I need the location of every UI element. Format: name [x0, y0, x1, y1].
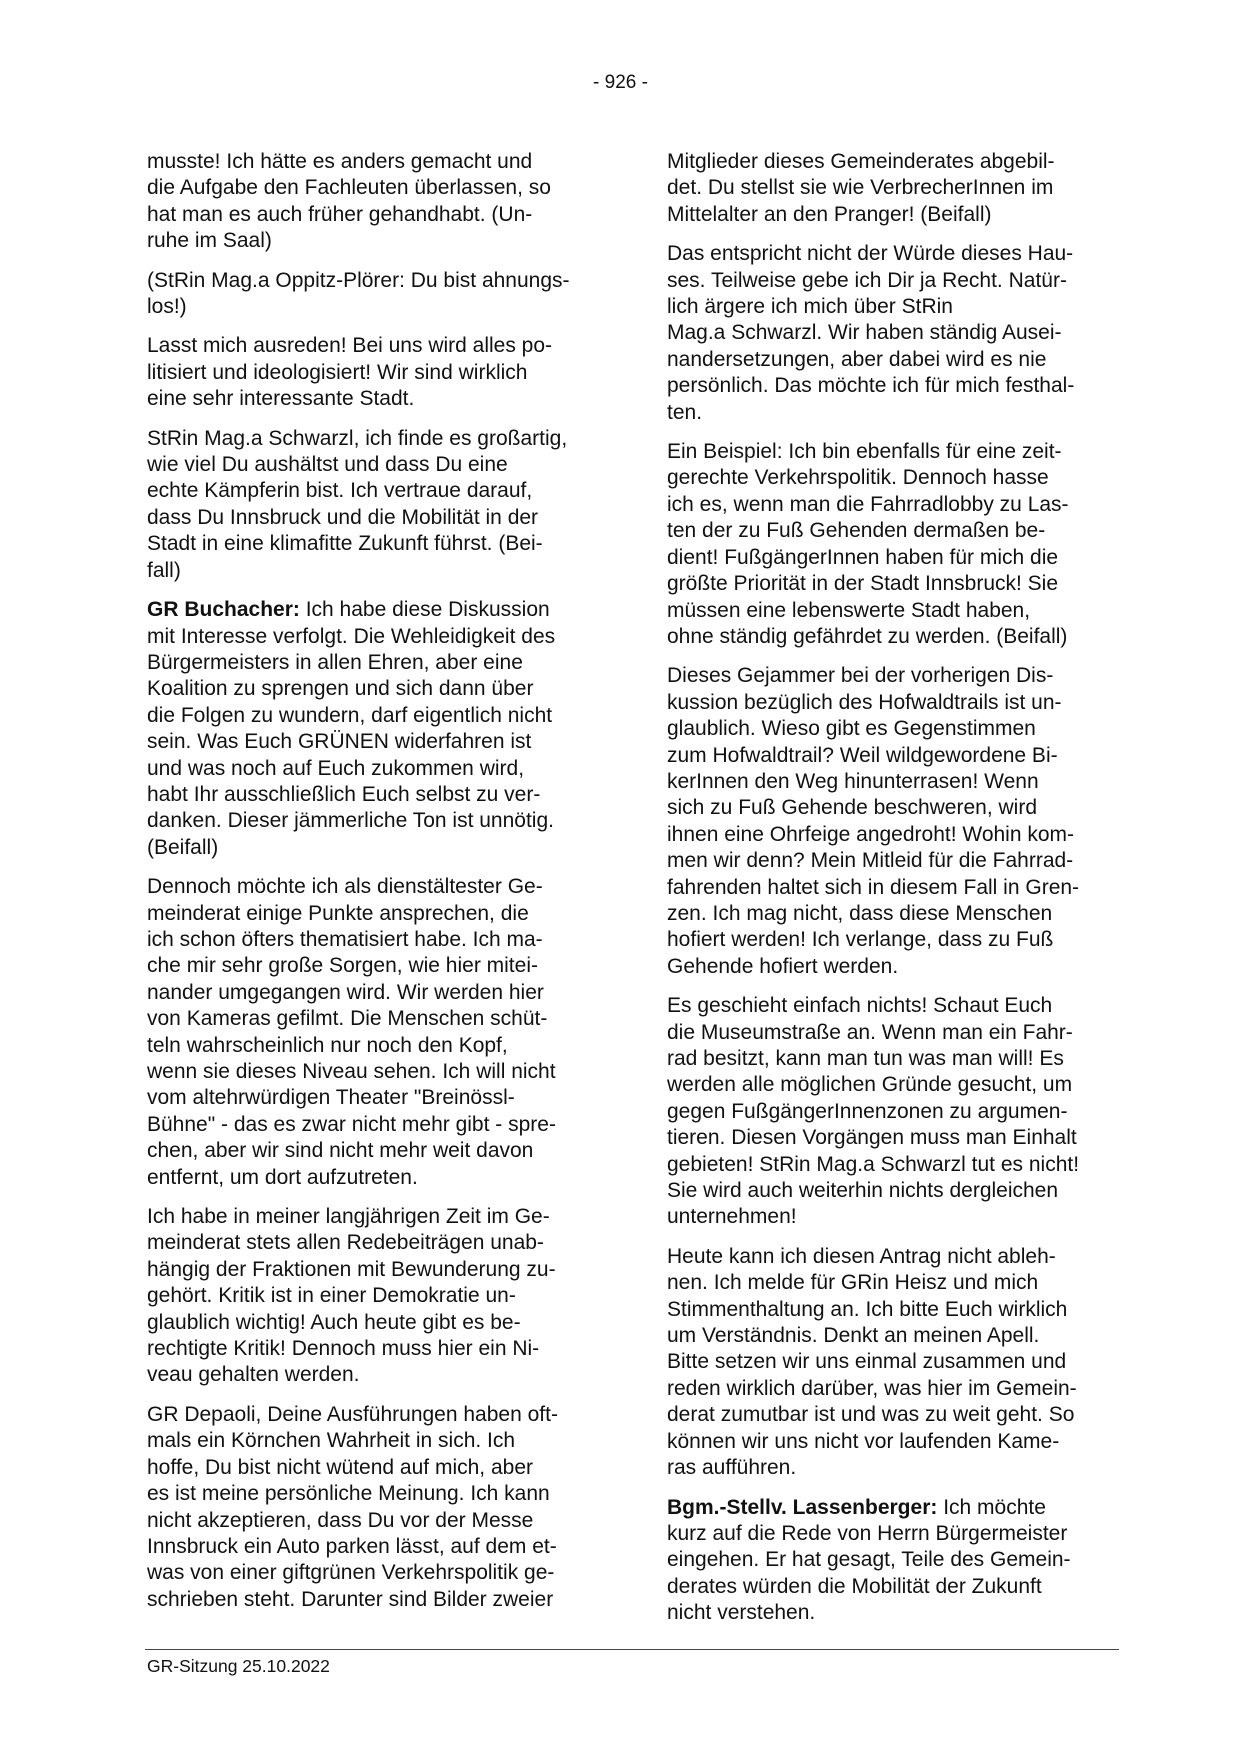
speaker-name: GR Buchacher: — [147, 598, 300, 622]
speaker-name: Bgm.-Stellv. Lassenberger: — [667, 1495, 938, 1519]
paragraph: musste! Ich hätte es anders gemacht und die Aufgabe den Fachleuten überlassen, so hat man es auch früher gehandhabt. (Un- ruhe im Saal) — [147, 150, 551, 253]
footer-divider — [145, 1649, 1119, 1650]
paragraph: Dennoch möchte ich als dienstältester Ge- meinderat einige Punkte ansprechen, die ich schon öfters thematisiert habe. Ich ma- che mir sehr große Sorgen, wie hier mitei- nander umgegangen wird. Wir werden hier von Kameras gefilmt. Die Menschen schüt- teln wahrscheinlich nur noch den Kopf, wenn sie dieses Niveau sehen. Ich will nicht vom altehrwürdigen Theater "Breinössl- Bühne" - das es zwar nicht mehr gibt - spre- chen, aber wir sind nicht mehr weit davon entfernt, um dort aufzutreten. — [147, 875, 556, 1189]
paragraph: GR Depaoli, Deine Ausführungen haben oft- mals ein Körnchen Wahrheit in sich. Ich hoffe, Du bist nicht wütend auf mich, aber es ist meine persönliche Meinung. Ich kann nicht akzeptieren, dass Du vor der Messe Innsbruck ein Auto parken lässt, auf dem et- was von einer giftgrünen Verkehrspolitik ge- schrieben steht. Darunter sind Bilder zweier — [147, 1402, 558, 1611]
paragraph: Lasst mich ausreden! Bei uns wird alles po- litisiert und ideologisiert! Wir sind wirklich eine sehr interessante Stadt. — [147, 334, 553, 411]
paragraph: Bgm.-Stellv. Lassenberger: Ich möchte kurz auf die Rede von Herrn Bürgermeister eingehen. Er hat gesagt, Teile des Gemein- derates würden die Mobilität der Zukunft nicht verstehen. — [667, 1495, 1071, 1625]
paragraph: Das entspricht nicht der Würde dieses Hau- ses. Teilweise gebe ich Dir ja Recht. Natür- lich ärgere ich mich über StRin Mag.a Schwarzl. Wir haben ständig Ausei- nandersetzungen, aber dabei wird es nie persönlich. Das möchte ich für mich festhal- ten. — [667, 242, 1075, 424]
paragraph: GR Buchacher: Ich habe diese Diskussion mit Interesse verfolgt. Die Wehleidigkeit des Bürgermeisters in allen Ehren, aber eine Koalition zu sprengen und sich dann über die Folgen zu wundern, darf eigentlich nicht sein. Was Euch GRÜNEN widerfahren ist und was noch auf Euch zukommen wird, habt Ihr ausschließlich Euch selbst zu ver- danken. Dieser jämmerliche Ton ist unnötig. (Beifall) — [147, 598, 556, 859]
paragraph: (StRin Mag.a Oppitz-Plörer: Du bist ahnungs- los!) — [147, 268, 570, 319]
footer-session: GR-Sitzung 25.10.2022 — [147, 1656, 330, 1676]
paragraph: Mitglieder dieses Gemeinderates abgebil- det. Du stellst sie wie VerbrecherInnen im Mittelalter an den Pranger! (Beifall) — [667, 150, 1055, 226]
paragraph: Ich habe in meiner langjährigen Zeit im Ge- meinderat stets allen Redebeiträgen unab- hängig der Fraktionen mit Bewunderung zu- gehört. Kritik ist in einer Demokratie un- glaublich wichtig! Auch heute gibt es be- rechtigte Kritik! Dennoch muss hier ein Ni- veau gehalten werden. — [147, 1205, 556, 1387]
page-number: - 926 - — [593, 72, 648, 93]
paragraph: Es geschieht einfach nichts! Schaut Euch die Museumstraße an. Wenn man ein Fahr- rad besitzt, kann man tun was man will! Es werden alle möglichen Gründe gesucht, um gegen FußgängerInnenzonen zu argumen- tieren. Diesen Vorgängen muss man Einhalt gebieten! StRin Mag.a Schwarzl tut es nicht! Sie wird auch weiterhin nichts dergleichen unternehmen! — [667, 994, 1080, 1229]
right-column — [667, 149, 1119, 1640]
left-column — [147, 149, 597, 1626]
paragraph: StRin Mag.a Schwarzl, ich finde es großartig, wie viel Du aushältst und dass Du eine echte Kämpferin bist. Ich vertraue darauf, dass Du Innsbruck und die Mobilität in der Stadt in eine klimafitte Zukunft führst. (Bei- fall) — [147, 426, 568, 582]
paragraph: Ein Beispiel: Ich bin ebenfalls für eine zeit- gerechte Verkehrspolitik. Dennoch hasse ich es, wenn man die Fahrradlobby zu Las- ten der zu Fuß Gehenden dermaßen be- dient! FußgängerInnen haben für mich die größte Priorität in der Stadt Innsbruck! Sie müssen eine lebenswerte Stadt haben, ohne ständig gefährdet zu werden. (Beifall) — [667, 440, 1069, 648]
paragraph: Dieses Gejammer bei der vorherigen Dis- kussion bezüglich des Hofwaldtrails ist un- glaublich. Wieso gibt es Gegenstimmen zum Hofwaldtrail? Weil wildgewordene Bi- kerInnen den Weg hinunterrasen! Wenn sich zu Fuß Gehende beschweren, wird ihnen eine Ohrfeige angedroht! Wohin kom- men wir denn? Mein Mitleid für die Fahrrad- fahrenden haltet sich in diesem Fall in Gren- zen. Ich mag nicht, dass diese Menschen hofiert werden! Ich verlange, dass zu Fuß Gehende hofiert werden. — [667, 664, 1080, 978]
paragraph: Heute kann ich diesen Antrag nicht ableh- nen. Ich melde für GRin Heisz und mich Stimmenthaltung an. Ich bitte Euch wirklich um Verständnis. Denkt an meinen Apell. Bitte setzen wir uns einmal zusammen und reden wirklich darüber, was hier im Gemein- derat zumutbar ist und was zu weit geht. So können wir uns nicht vor laufenden Kame- ras aufführen. — [667, 1244, 1077, 1480]
